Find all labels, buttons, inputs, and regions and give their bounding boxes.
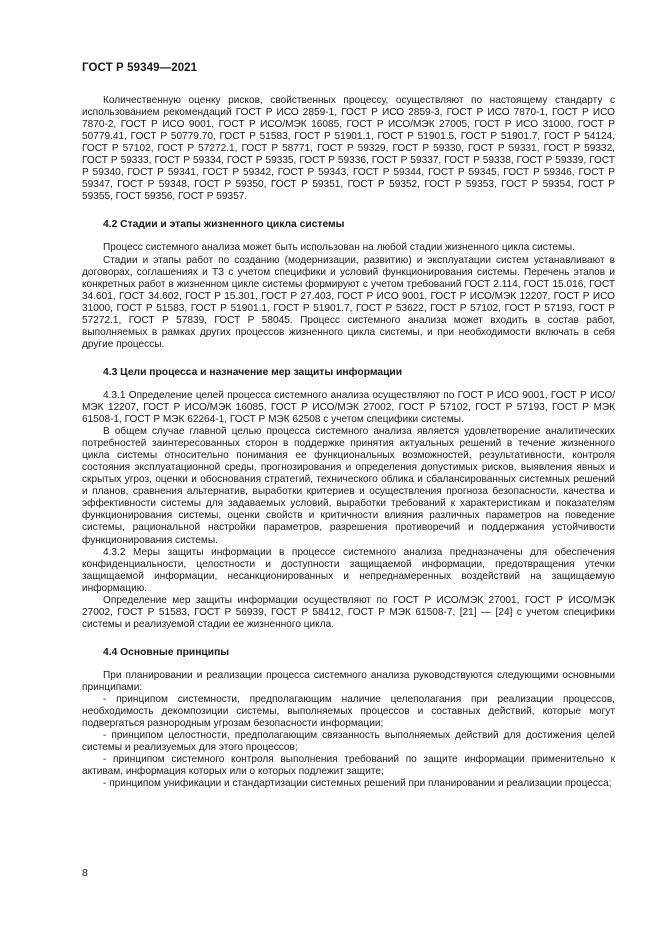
principle-list-item: - принципом целостности, предполагающим связанность выполняемых действий для достижения целей системы и реализуемых для этого процессов; [82, 730, 615, 754]
section-4-3-measures-paragraph: Определение мер защиты информации осуществляют по ГОСТ Р ИСО/МЭК 27001, ГОСТ Р ИСО/МЭК 27002, ГОСТ Р 51583, ГОСТ Р 56939, ГОСТ Р 58412, ГОСТ Р МЭК 61508-7, [21] — [24] с учетом специфики системы и реализуемой стадии ее жизненного цикла. [82, 594, 615, 630]
section-4-2-paragraph-1: Процесс системного анализа может быть использован на любой стадии жизненного цикла системы. [103, 242, 575, 254]
page-number: 8 [82, 867, 88, 879]
section-4-3-1-paragraph: 4.3.1 Определение целей процесса системного анализа осуществляют по ГОСТ Р ИСО 9001, ГОСТ Р ИСО/МЭК 12207, ГОСТ Р ИСО/МЭК 16085, ГОСТ Р ИСО/МЭК 27002, ГОСТ Р 57102, ГОСТ Р 57193, ГОСТ Р МЭК 61508-1, ГОСТ Р МЭК 62264-1, ГОСТ Р МЭК 62508 с учетом специфики системы. [82, 389, 615, 426]
document-body [82, 95, 615, 790]
section-4-2-heading: 4.2 Стадии и этапы жизненного цикла системы [103, 219, 345, 231]
section-4-4-heading: 4.4 Основные принципы [103, 646, 230, 658]
section-4-3-goal-paragraph: В общем случае главной целью процесса системного анализа является удовлетворение аналитических потребностей заинтересованных сторон в поддержке принятия актуальных решений в течение жизненного цикла системы относительно понимания ее функциональных возможностей, результативности, контроля состояния эксплуатационной среды, прогнозирования и определения допустимых рисков, выявления явных и скрытых угроз, оценки и обоснования стратегий, технического облика и сбалансированных системных решений и планов, сравнения альтернатив, выработки критериев и осуществления прогноза безопасности, качества и эффективности системы для задаваемых условий, выработки требований к характеристикам и показателям функционирования системы, оценки свойств и критичности влияния различных параметров на поведение системы, рациональной настройки параметров, разрешения противоречий и поддержания устойчивости функционирования системы. [82, 426, 615, 546]
section-4-2-paragraph-2: Стадии и этапы работ по созданию (модернизации, развитию) и эксплуатации систем устанавливают в договорах, соглашениях и ТЗ с учетом специфики и условий функционирования системы. Перечень этапов и конкретных работ в жизненном цикле системы формируют с учетом требований ГОСТ 2.114, ГОСТ 15.016, ГОСТ 34.601, ГОСТ 34.602, ГОСТ Р 15.301, ГОСТ Р 27.403, ГОСТ Р ИСО 9001, ГОСТ Р ИСО/МЭК 12207, ГОСТ Р ИСО 31000, ГОСТ Р 51583, ГОСТ Р 51901.1, ГОСТ Р 51901.7, ГОСТ Р 53622, ГОСТ Р 57102, ГОСТ Р 57193, ГОСТ Р 57272.1, ГОСТ Р 57839, ГОСТ Р 58045. Процесс системного анализа может входить в состав работ, выполняемых в рамках других процессов жизненного цикла системы, и при необходимости включать в себя другие процессы. [82, 254, 615, 350]
section-4-3-heading: 4.3 Цели процесса и назначение мер защиты информации [103, 366, 403, 378]
principle-list-item: - принципом системного контроля выполнения требований по защите информации применительно к активам, информация которых или о которых подлежит защите; [82, 754, 615, 778]
intro-paragraph: Количественную оценку рисков, свойственных процессу, осуществляют по настоящему стандарту с использованием рекомендаций ГОСТ Р ИСО 2859-1, ГОСТ Р ИСО 2859-3, ГОСТ Р ИСО 7870-1, ГОСТ Р ИСО 7870-2, ГОСТ Р ИСО 9001, ГОСТ Р ИСО/МЭК 16085, ГОСТ Р ИСО/МЭК 27005, ГОСТ Р ИСО 31000, ГОСТ Р 50779.41, ГОСТ Р 50779.70, ГОСТ Р 51583, ГОСТ Р 51901.1, ГОСТ Р 51901.5, ГОСТ Р 51901.7, ГОСТ Р 54124, ГОСТ Р 57102, ГОСТ Р 57272.1, ГОСТ Р 58771, ГОСТ Р 59329, ГОСТ Р 59330, ГОСТ Р 59331, ГОСТ Р 59332, ГОСТ Р 59333, ГОСТ Р 59334, ГОСТ Р 59335, ГОСТ Р 59336, ГОСТ Р 59337, ГОСТ Р 59338, ГОСТ Р 59339, ГОСТ Р 59340, ГОСТ Р 59341, ГОСТ Р 59342, ГОСТ Р 59343, ГОСТ Р 59344, ГОСТ Р 59345, ГОСТ Р 59346, ГОСТ Р 59347, ГОСТ Р 59348, ГОСТ Р 59350, ГОСТ Р 59351, ГОСТ Р 59352, ГОСТ Р 59353, ГОСТ Р 59354, ГОСТ Р 59355, ГОСТ 59356, ГОСТ Р 59357. [82, 95, 615, 203]
section-4-4-intro-paragraph: При планировании и реализации процесса системного анализа руководствуются следующими основными принципами: [82, 669, 615, 693]
document-code-header: ГОСТ Р 59349—2021 [82, 62, 198, 74]
section-4-3-2-paragraph: 4.3.2 Меры защиты информации в процессе системного анализа предназначены для обеспечения конфиденциальности, целостности и доступности защищаемой информации, предотвращения утечки защищаемой информации, несанкционированных и непреднамеренных воздействий на защищаемую информацию. [82, 546, 615, 594]
principle-list-item: - принципом унификации и стандартизации системных решений при планировании и реализации процесса; [103, 778, 612, 790]
principle-list-item: - принципом системности, предполагающим наличие целеполагания при реализации процессов, необходимость декомпозиции системы, выполняемых процессов и составных действий, которые могут подвергаться разнородным угрозам безопасности информации; [82, 694, 615, 730]
